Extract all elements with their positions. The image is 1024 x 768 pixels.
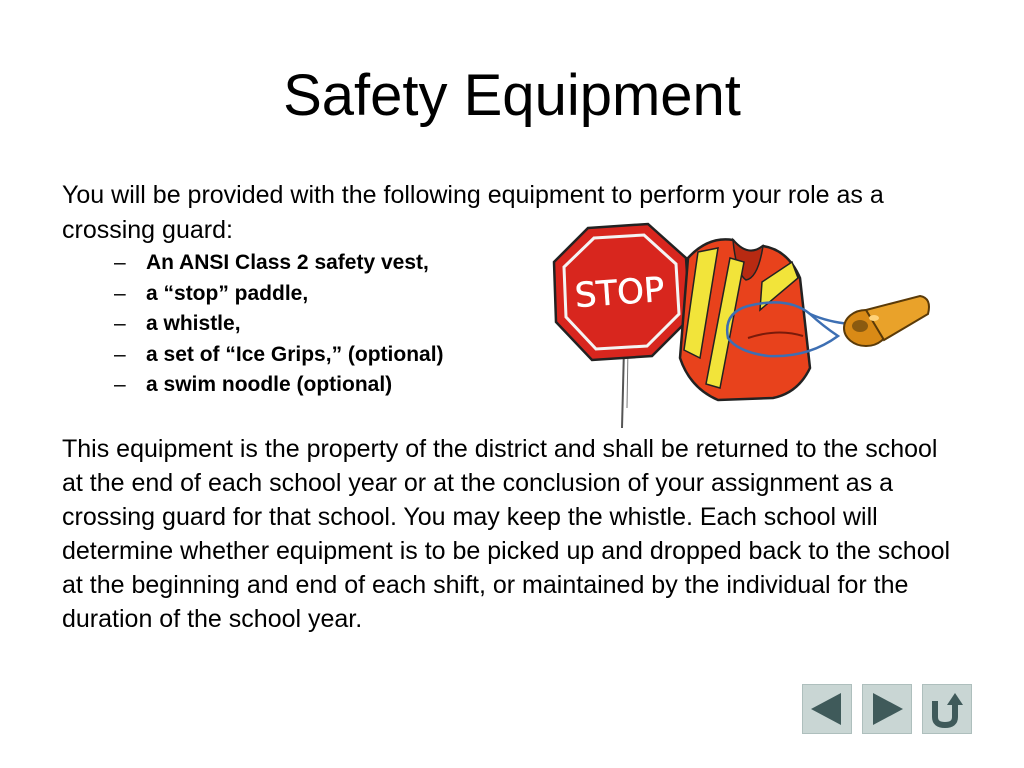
- list-item: [114, 279, 444, 310]
- list-item: [114, 248, 444, 279]
- slide-title: Safety Equipment: [283, 63, 741, 128]
- list-item-text: a swim noodle (optional): [146, 373, 393, 396]
- triangle-left-icon: [803, 685, 851, 733]
- u-turn-return-icon: [923, 685, 971, 733]
- return-policy-paragraph: This equipment is the property of the district and shall be returned to the school at the end of each school year or at the conclusion of your assignment as a crossing guard for that school. You may keep the whistle. Each school will determine whether equipment is to be picked up and dropped back to the school at the beginning and end of each shift, or maintained by the individual for the duration of the school year.: [62, 435, 951, 633]
- whistle-icon: [844, 296, 929, 346]
- bullet-dash: –: [114, 342, 126, 366]
- safety-vest-icon: [680, 239, 810, 400]
- return-button[interactable]: [922, 684, 972, 734]
- list-item: [114, 340, 444, 371]
- safety-equipment-clipart: [548, 218, 938, 428]
- intro-text: You will be provided with the following equipment to perform your role as a crossing guard:: [62, 181, 884, 244]
- bullet-dash: –: [114, 251, 126, 274]
- list-item-text: a “stop” paddle,: [146, 281, 309, 305]
- list-item: [114, 309, 444, 340]
- stop-sign-text: STOP: [573, 269, 666, 317]
- bullet-dash: –: [114, 373, 126, 396]
- list-item-text: a set of “Ice Grips,” (optional): [146, 342, 444, 366]
- stop-sign-icon: [554, 224, 690, 360]
- list-item: [114, 370, 444, 401]
- next-slide-button[interactable]: [862, 684, 912, 734]
- equipment-list: [114, 248, 444, 401]
- bullet-dash: –: [114, 281, 126, 305]
- triangle-right-icon: [863, 685, 911, 733]
- bullet-dash: –: [114, 312, 126, 335]
- stop-sign-pole: [622, 348, 624, 428]
- list-item-text: An ANSI Class 2 safety vest,: [146, 251, 429, 274]
- previous-slide-button[interactable]: [802, 684, 852, 734]
- list-item-text: a whistle,: [146, 312, 241, 335]
